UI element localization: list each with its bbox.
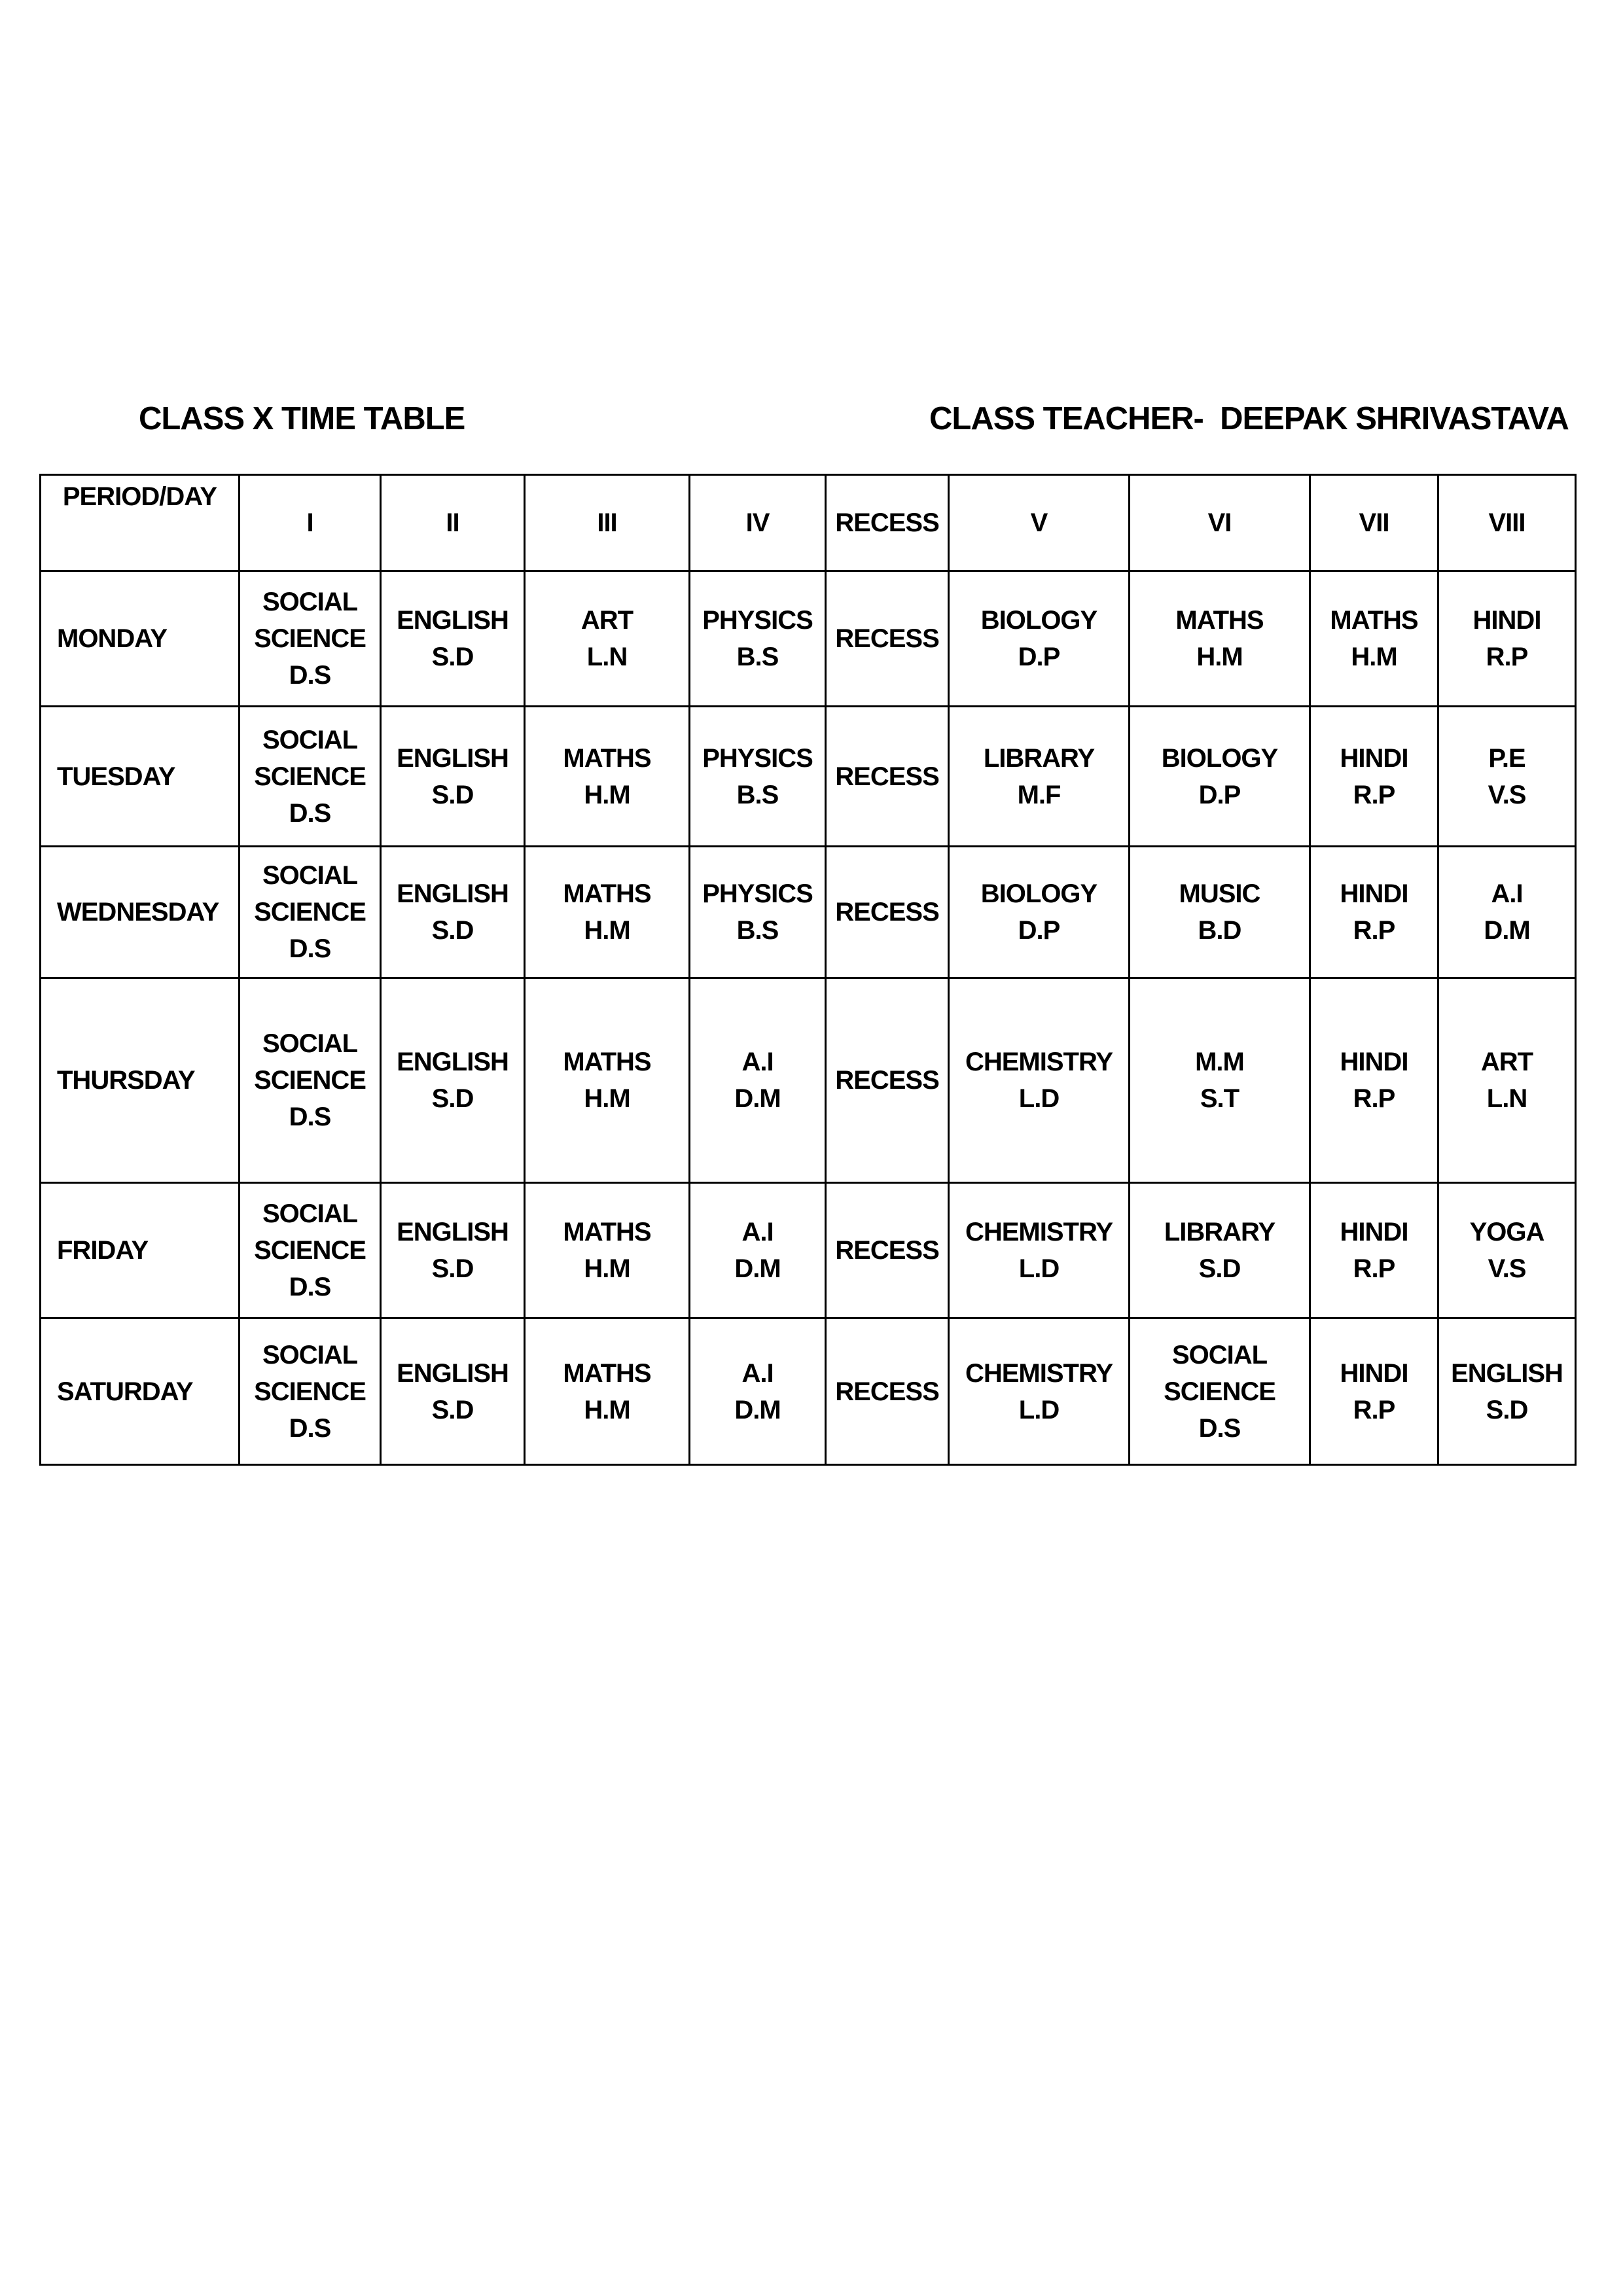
teacher-initials: R.P [1353, 916, 1395, 945]
subject-name: SCIENCE [1164, 1377, 1275, 1406]
teacher-initials: D.P [1198, 780, 1241, 809]
subject-name: YOGA [1469, 1218, 1544, 1246]
teacher-initials: L.N [1486, 1084, 1527, 1113]
teacher-initials: D.S [289, 1103, 331, 1131]
table-row [41, 1318, 1576, 1465]
teacher-initials: V.S [1488, 1254, 1526, 1283]
subject-name: BIOLOGY [980, 879, 1097, 908]
teacher-initials: D.M [734, 1254, 781, 1283]
teacher-initials: S.D [431, 1084, 474, 1113]
subject-name: MUSIC [1179, 879, 1260, 908]
teacher-initials: L.D [1018, 1084, 1060, 1113]
subject-cell [690, 1183, 826, 1318]
teacher-initials: B.S [736, 780, 779, 809]
subject-name: MATHS [563, 743, 651, 773]
subject-name: HINDI [1472, 606, 1541, 635]
subject-name: SCIENCE [254, 1377, 366, 1406]
subject-name: SOCIAL [262, 861, 358, 890]
column-header: IV [690, 475, 826, 571]
subject-name: SOCIAL [262, 588, 358, 616]
day-label: SATURDAY [41, 1318, 240, 1465]
subject-name: SCIENCE [254, 762, 366, 791]
column-header: VII [1310, 475, 1438, 571]
subject-name: RECESS [835, 624, 939, 653]
recess-cell [826, 847, 949, 978]
subject-name: HINDI [1340, 1358, 1408, 1388]
teacher-initials: M.F [1017, 780, 1061, 809]
teacher-initials: H.M [584, 1254, 630, 1283]
table-row [41, 978, 1576, 1183]
subject-cell [690, 978, 826, 1183]
teacher-initials: D.S [289, 661, 331, 690]
table-row [41, 847, 1576, 978]
subject-cell [525, 1183, 690, 1318]
subject-name: LIBRARY [1164, 1218, 1275, 1246]
teacher-initials: H.M [584, 1395, 630, 1424]
subject-cell [949, 1183, 1130, 1318]
subject-cell [1130, 847, 1310, 978]
teacher-initials: B.D [1198, 916, 1241, 945]
subject-name: HINDI [1340, 1218, 1408, 1246]
subject-cell [381, 1318, 525, 1465]
subject-cell [1438, 978, 1576, 1183]
recess-cell [826, 1318, 949, 1465]
subject-cell [1438, 571, 1576, 707]
subject-name: HINDI [1340, 879, 1408, 908]
subject-cell [1438, 707, 1576, 847]
column-header: RECESS [826, 475, 949, 571]
column-header: I [240, 475, 381, 571]
subject-name: ENGLISH [397, 879, 508, 908]
teacher-initials: S.D [1486, 1395, 1528, 1424]
recess-cell [826, 571, 949, 707]
column-header: VIII [1438, 475, 1576, 571]
subject-cell [949, 847, 1130, 978]
subject-cell [1310, 1183, 1438, 1318]
corner-header: PERIOD/DAY [41, 475, 240, 571]
subject-name: ENGLISH [397, 606, 508, 635]
page-title: CLASS X TIME TABLE [139, 401, 465, 436]
teacher-initials: H.M [1196, 643, 1243, 671]
subject-name: A.I [741, 1358, 774, 1388]
subject-name: CHEMISTRY [965, 1048, 1113, 1076]
timetable-body [41, 571, 1576, 1465]
day-label: WEDNESDAY [41, 847, 240, 978]
subject-cell [1310, 978, 1438, 1183]
teacher-initials: D.S [289, 934, 331, 963]
teacher-initials: D.M [1484, 916, 1530, 945]
subject-name: MATHS [1330, 606, 1418, 635]
subject-cell [525, 847, 690, 978]
column-header: VI [1130, 475, 1310, 571]
teacher-initials: H.M [1351, 643, 1397, 671]
teacher-initials: D.S [289, 1413, 331, 1443]
teacher-initials: R.P [1353, 1254, 1395, 1283]
subject-name: MATHS [563, 1358, 651, 1388]
subject-name: ART [580, 606, 633, 635]
subject-name: RECESS [835, 1377, 939, 1406]
subject-name: P.E [1488, 743, 1525, 773]
subject-name: RECESS [835, 898, 939, 927]
subject-name: A.I [1491, 879, 1523, 908]
subject-cell [240, 978, 381, 1183]
teacher-initials: R.P [1353, 780, 1395, 809]
subject-name: MATHS [563, 879, 651, 908]
subject-name: MATHS [563, 1048, 651, 1076]
teacher-initials: L.D [1018, 1395, 1060, 1424]
header-row [41, 475, 1576, 571]
subject-name: PHYSICS [702, 743, 813, 773]
teacher-initials: S.D [431, 780, 474, 809]
subject-name: RECESS [835, 1066, 939, 1095]
teacher-initials: R.P [1486, 643, 1528, 671]
teacher-initials: S.D [1198, 1254, 1241, 1283]
column-header: V [949, 475, 1130, 571]
teacher-initials: L.D [1018, 1254, 1060, 1283]
subject-cell [525, 1318, 690, 1465]
subject-name: A.I [741, 1048, 774, 1076]
teacher-initials: V.S [1488, 780, 1526, 809]
subject-name: SOCIAL [262, 1340, 358, 1369]
subject-cell [525, 571, 690, 707]
subject-cell [1130, 978, 1310, 1183]
subject-cell [1310, 1318, 1438, 1465]
teacher-initials: L.N [586, 643, 628, 671]
column-header: II [381, 475, 525, 571]
subject-name: SOCIAL [262, 725, 358, 754]
subject-cell [240, 707, 381, 847]
teacher-initials: S.D [431, 916, 474, 945]
subject-name: CHEMISTRY [965, 1218, 1113, 1246]
subject-cell [690, 707, 826, 847]
subject-name: HINDI [1340, 1048, 1408, 1076]
subject-cell [690, 571, 826, 707]
subject-name: ENGLISH [397, 1048, 508, 1076]
subject-name: MATHS [563, 1218, 651, 1246]
subject-cell [381, 978, 525, 1183]
subject-cell [949, 1318, 1130, 1465]
teacher-initials: D.S [289, 1273, 331, 1301]
subject-name: SCIENCE [254, 898, 366, 927]
subject-name: SOCIAL [262, 1199, 358, 1228]
teacher-initials: B.S [736, 643, 779, 671]
subject-cell [240, 1183, 381, 1318]
subject-cell [381, 707, 525, 847]
subject-name: SCIENCE [254, 624, 366, 653]
timetable [39, 474, 1577, 1466]
teacher-initials: H.M [584, 780, 630, 809]
subject-name: CHEMISTRY [965, 1358, 1113, 1388]
subject-name: A.I [741, 1218, 774, 1246]
subject-cell [525, 978, 690, 1183]
subject-cell [1310, 707, 1438, 847]
subject-cell [1438, 847, 1576, 978]
teacher-initials: H.M [584, 1084, 630, 1113]
recess-cell [826, 707, 949, 847]
subject-name: BIOLOGY [980, 606, 1097, 635]
teacher-initials: D.P [1018, 643, 1060, 671]
subject-name: PHYSICS [702, 879, 813, 908]
subject-cell [1438, 1318, 1576, 1465]
subject-name: PHYSICS [702, 606, 813, 635]
subject-name: RECESS [835, 1236, 939, 1265]
day-label: TUESDAY [41, 707, 240, 847]
teacher-initials: R.P [1353, 1084, 1395, 1113]
day-label: FRIDAY [41, 1183, 240, 1318]
subject-cell [381, 847, 525, 978]
subject-name: LIBRARY [983, 743, 1095, 773]
subject-cell [1130, 1183, 1310, 1318]
subject-name: ART [1480, 1048, 1533, 1076]
subject-cell [949, 978, 1130, 1183]
teacher-initials: S.D [431, 643, 474, 671]
subject-name: SCIENCE [254, 1066, 366, 1095]
subject-cell [690, 847, 826, 978]
subject-name: ENGLISH [397, 743, 508, 773]
subject-cell [1310, 571, 1438, 707]
table-row [41, 1183, 1576, 1318]
subject-cell [525, 707, 690, 847]
column-header: III [525, 475, 690, 571]
teacher-initials: D.M [734, 1395, 781, 1424]
subject-name: SOCIAL [262, 1029, 358, 1058]
subject-cell [240, 571, 381, 707]
teacher-initials: S.T [1200, 1084, 1240, 1113]
teacher-initials: D.P [1018, 916, 1060, 945]
teacher-initials: D.S [289, 798, 331, 828]
subject-name: M.M [1195, 1048, 1244, 1076]
subject-cell [1438, 1183, 1576, 1318]
teacher-initials: R.P [1353, 1395, 1395, 1424]
subject-name: ENGLISH [1451, 1358, 1563, 1388]
subject-cell [240, 1318, 381, 1465]
teacher-initials: B.S [736, 916, 779, 945]
teacher-initials: S.D [431, 1254, 474, 1283]
table-row [41, 571, 1576, 707]
subject-cell [949, 707, 1130, 847]
teacher-initials: D.M [734, 1084, 781, 1113]
subject-cell [949, 571, 1130, 707]
subject-cell [381, 571, 525, 707]
subject-cell [240, 847, 381, 978]
subject-name: HINDI [1340, 743, 1408, 773]
subject-name: ENGLISH [397, 1358, 508, 1388]
subject-name: RECESS [835, 762, 939, 791]
day-label: MONDAY [41, 571, 240, 707]
class-teacher-label: CLASS TEACHER- DEEPAK SHRIVASTAVA [929, 401, 1569, 436]
subject-cell [1310, 847, 1438, 978]
subject-cell [1130, 1318, 1310, 1465]
table-row [41, 707, 1576, 847]
subject-name: SOCIAL [1171, 1340, 1268, 1369]
teacher-initials: H.M [584, 916, 630, 945]
teacher-initials: D.S [1198, 1413, 1241, 1443]
teacher-initials: S.D [431, 1395, 474, 1424]
subject-name: MATHS [1175, 606, 1264, 635]
subject-cell [1130, 707, 1310, 847]
recess-cell [826, 1183, 949, 1318]
subject-name: SCIENCE [254, 1236, 366, 1265]
subject-cell [1130, 571, 1310, 707]
subject-cell [381, 1183, 525, 1318]
subject-name: ENGLISH [397, 1218, 508, 1246]
recess-cell [826, 978, 949, 1183]
subject-cell [690, 1318, 826, 1465]
day-label: THURSDAY [41, 978, 240, 1183]
subject-name: BIOLOGY [1161, 743, 1278, 773]
